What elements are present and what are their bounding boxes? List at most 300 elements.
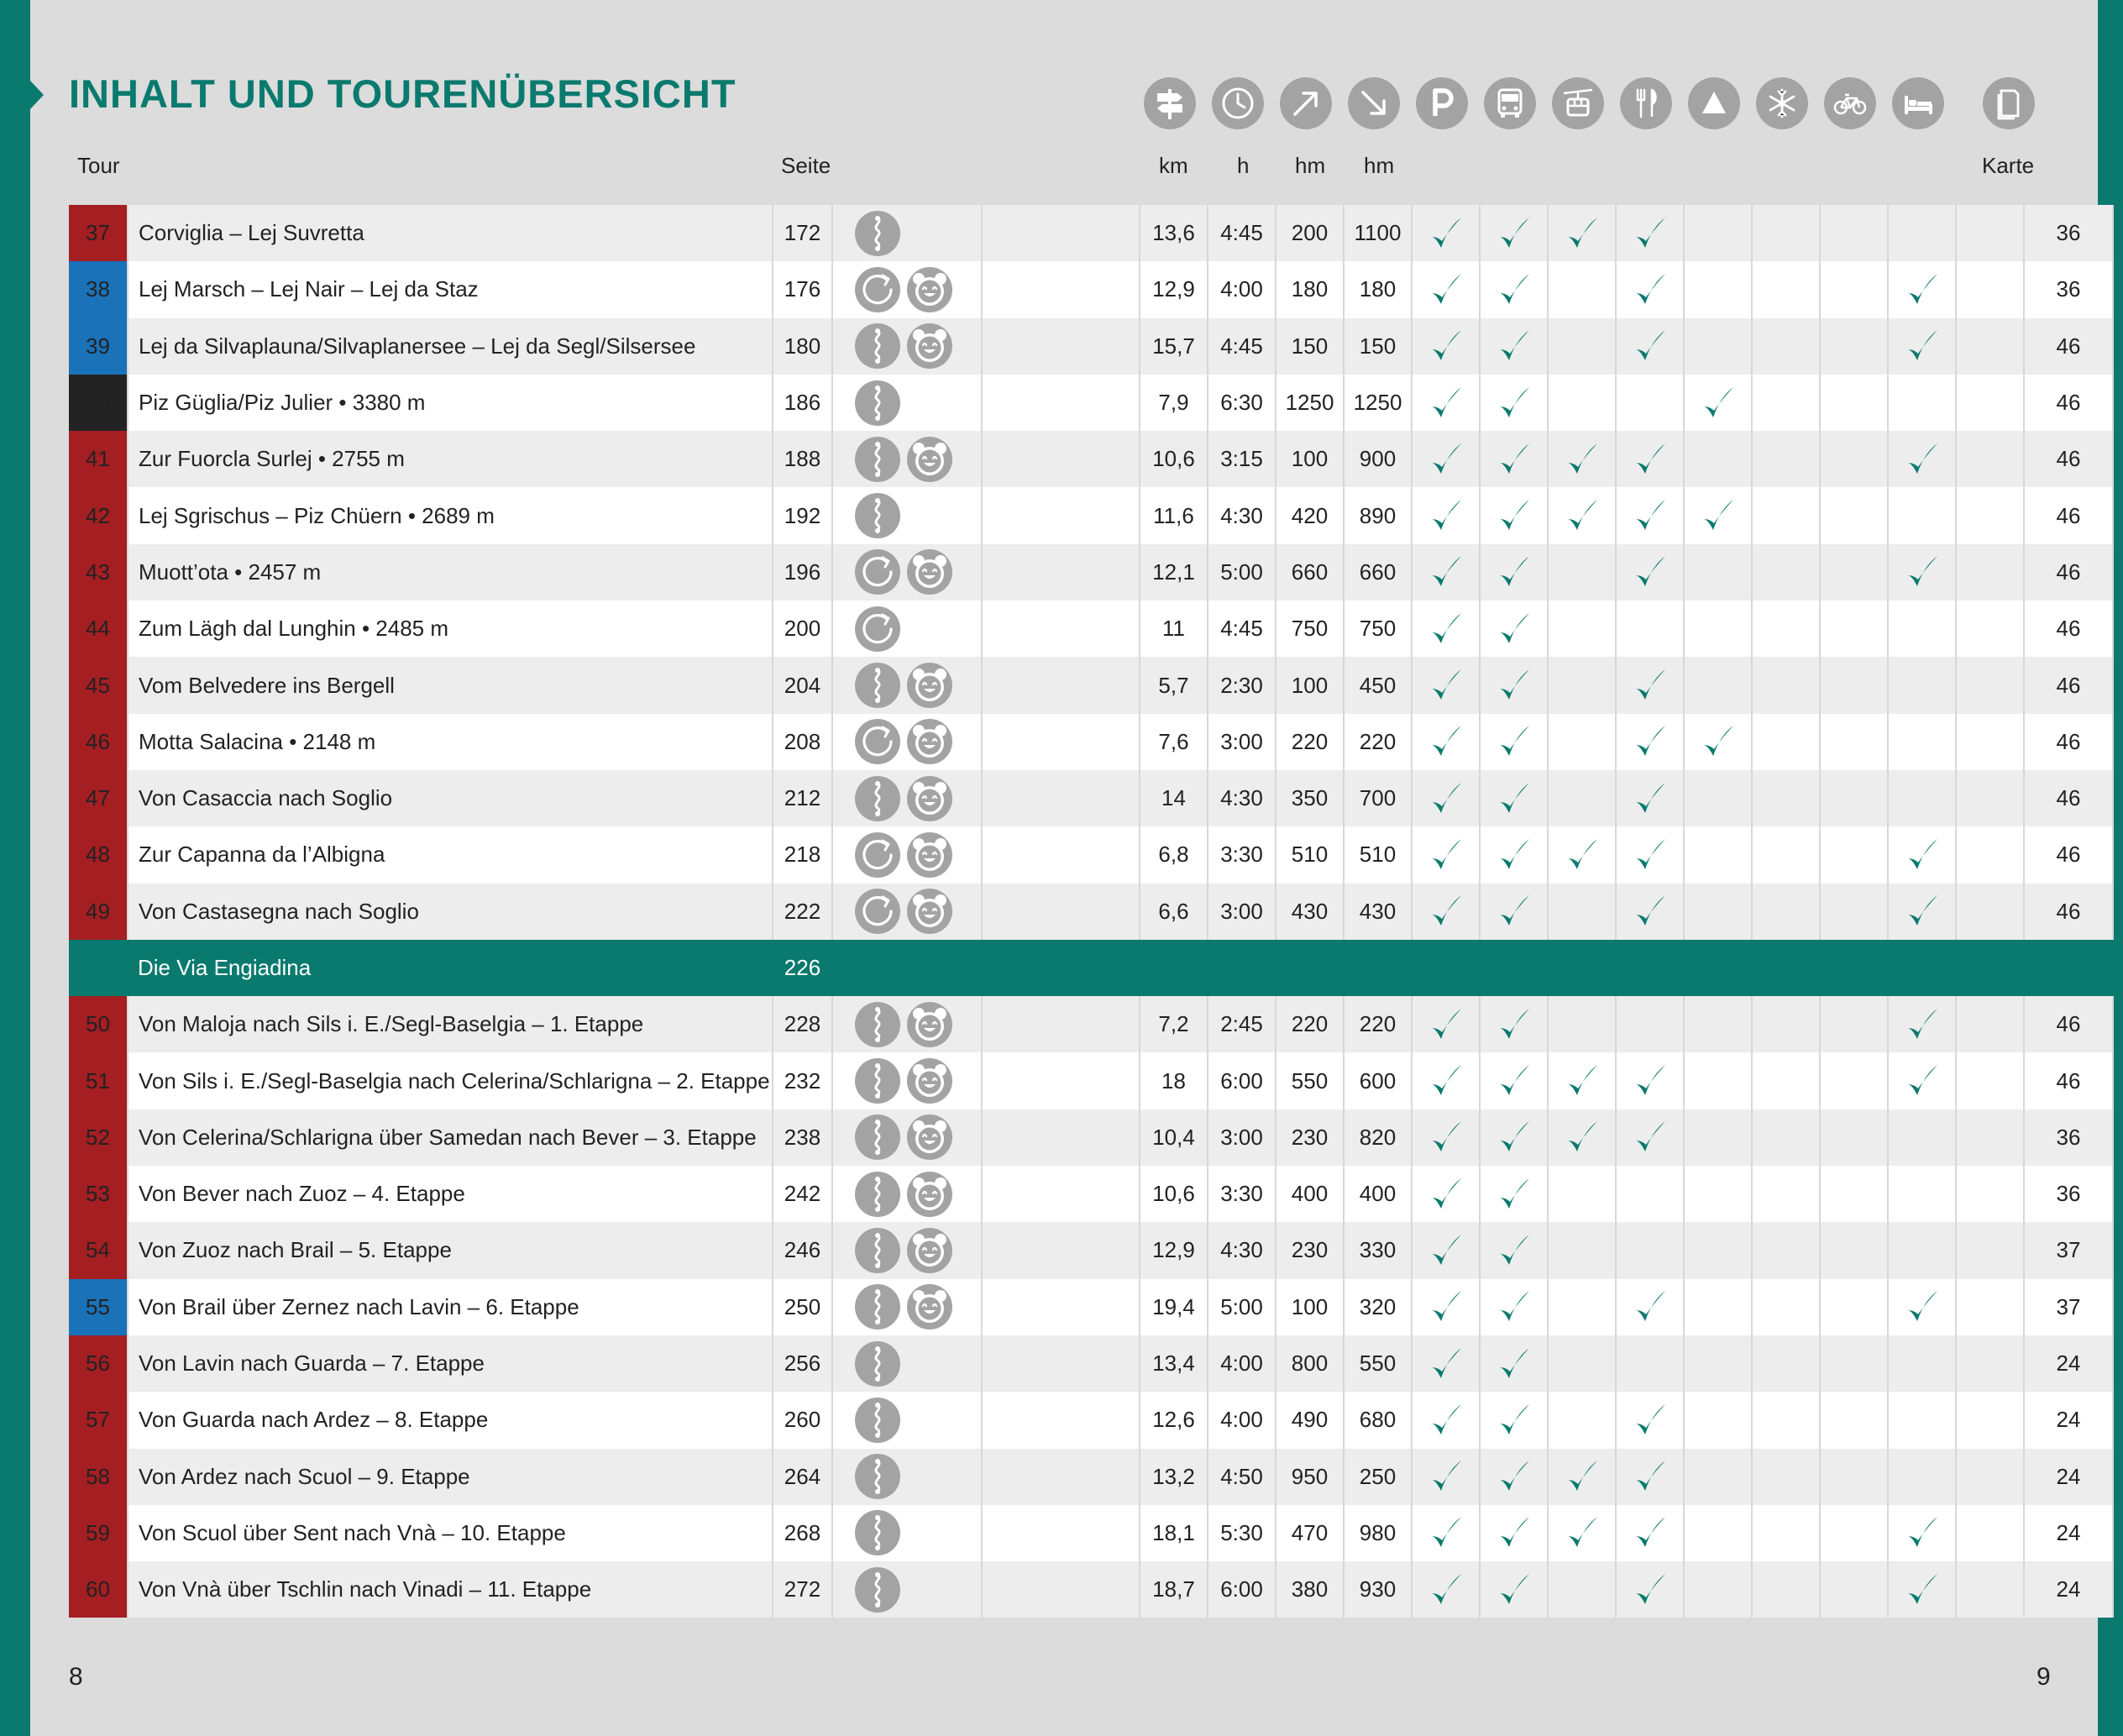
checkmark-icon (1564, 214, 1601, 253)
check-bicycle (1820, 1279, 1888, 1335)
tour-type-icons (832, 1449, 982, 1505)
check-hut (1684, 1335, 1752, 1392)
check-bicycle (1820, 1449, 1888, 1505)
hut-icon (1688, 77, 1740, 129)
checkmark-icon (1564, 836, 1601, 874)
tour-number: 57 (69, 1392, 128, 1448)
page-ref: 204 (773, 657, 832, 713)
tour-number: 54 (69, 1222, 128, 1278)
duration-h: 3:30 (1208, 826, 1276, 883)
checkmark-icon (1428, 892, 1465, 931)
check-restaurant (1616, 1505, 1684, 1561)
check-extra (1956, 431, 2024, 487)
ascent-hm: 100 (1276, 431, 1344, 487)
table-row (69, 1052, 2113, 1109)
checkmark-icon (1496, 327, 1533, 365)
check-accommodation (1888, 1279, 1956, 1335)
check-extra (1956, 205, 2024, 261)
map-ref: 46 (2024, 657, 2113, 713)
check-bus (1480, 375, 1548, 431)
spacer-cell (982, 1052, 1140, 1109)
distance-km: 12,6 (1140, 1392, 1208, 1448)
checkmark-icon (1564, 440, 1601, 479)
check-hut (1684, 318, 1752, 375)
kids-bear-icon (907, 889, 952, 934)
check-bicycle (1820, 1505, 1888, 1561)
check-bicycle (1820, 1052, 1888, 1109)
map-ref: 37 (2024, 1279, 2113, 1335)
distance-km: 11 (1140, 601, 1208, 657)
checkmark-icon (1632, 214, 1669, 253)
distance-km: 18,7 (1140, 1561, 1208, 1618)
tour-type-icons (832, 1109, 982, 1166)
check-restaurant (1616, 714, 1684, 770)
check-restaurant (1616, 601, 1684, 657)
check-parking (1412, 714, 1480, 770)
check-cable-car (1548, 1222, 1616, 1278)
check-winter (1752, 1335, 1820, 1392)
table-row (69, 318, 2113, 375)
check-cable-car (1548, 1052, 1616, 1109)
checkmark-icon (1496, 1005, 1533, 1044)
check-extra (1956, 1222, 2024, 1278)
table-row (69, 431, 2113, 487)
distance-km: 10,6 (1140, 1166, 1208, 1222)
check-restaurant (1616, 1335, 1684, 1392)
check-accommodation (1888, 205, 1956, 261)
tour-type-icons (832, 770, 982, 826)
check-bicycle (1820, 318, 1888, 375)
check-restaurant (1616, 544, 1684, 601)
check-winter (1752, 205, 1820, 261)
linear-route-icon (855, 1341, 900, 1387)
checkmark-icon (1632, 836, 1669, 874)
tour-type-icons (832, 657, 982, 713)
check-extra (1956, 1449, 2024, 1505)
tour-table (69, 205, 2114, 1618)
bed-icon (1892, 77, 1944, 129)
check-extra (1956, 996, 2024, 1052)
tour-number: 41 (69, 431, 128, 487)
linear-route-icon (855, 663, 900, 708)
check-winter (1752, 375, 1820, 431)
checkmark-icon (1700, 496, 1737, 535)
tour-type-icons (832, 375, 982, 431)
tour-name: Zur Capanna da l’Albigna (128, 826, 773, 883)
linear-route-icon (855, 1510, 900, 1555)
linear-route-icon (855, 1454, 900, 1499)
check-accommodation (1888, 261, 1956, 317)
check-bus (1480, 544, 1548, 601)
tour-type-icons (832, 431, 982, 487)
check-winter (1752, 1279, 1820, 1335)
tour-name: Zum Lägh dal Lunghin • 2485 m (128, 601, 773, 657)
check-restaurant (1616, 261, 1684, 317)
checkmark-icon (1428, 1175, 1465, 1214)
check-bicycle (1820, 431, 1888, 487)
kids-bear-icon (907, 437, 952, 482)
check-bus (1480, 1222, 1548, 1278)
check-hut (1684, 431, 1752, 487)
descent-hm: 550 (1344, 1335, 1412, 1392)
ascent-hm: 100 (1276, 1279, 1344, 1335)
checkmark-icon (1496, 1062, 1533, 1100)
check-restaurant (1616, 884, 1684, 940)
descent-hm: 320 (1344, 1279, 1412, 1335)
table-row (69, 1335, 2113, 1392)
distance-km: 12,1 (1140, 544, 1208, 601)
checkmark-icon (1428, 722, 1465, 761)
tour-type-icons (832, 205, 982, 261)
tour-type-icons (832, 1052, 982, 1109)
table-row (69, 261, 2113, 317)
check-bus (1480, 1335, 1548, 1392)
checkmark-icon (1496, 779, 1533, 818)
checkmark-icon (1904, 1062, 1941, 1100)
checkmark-icon (1496, 553, 1533, 591)
check-bicycle (1820, 996, 1888, 1052)
check-hut (1684, 1222, 1752, 1278)
distance-km: 12,9 (1140, 1222, 1208, 1278)
check-accommodation (1888, 714, 1956, 770)
check-restaurant (1616, 375, 1684, 431)
check-parking (1412, 1166, 1480, 1222)
page-ref: 180 (773, 318, 832, 375)
check-extra (1956, 1335, 2024, 1392)
descent-hm: 400 (1344, 1166, 1412, 1222)
ascent-hm: 1250 (1276, 375, 1344, 431)
tour-name: Zur Fuorcla Surlej • 2755 m (128, 431, 773, 487)
tour-name: Von Bever nach Zuoz – 4. Etappe (128, 1166, 773, 1222)
checkmark-icon (1428, 779, 1465, 818)
check-accommodation (1888, 1561, 1956, 1618)
table-row (69, 657, 2113, 713)
map-ref: 46 (2024, 431, 2113, 487)
check-parking (1412, 996, 1480, 1052)
section-name: Die Via Engiadina (128, 940, 773, 996)
check-parking (1412, 1449, 1480, 1505)
duration-h: 4:45 (1208, 318, 1276, 375)
check-bus (1480, 205, 1548, 261)
check-parking (1412, 1335, 1480, 1392)
spacer-cell (982, 1335, 1140, 1392)
check-bus (1480, 1392, 1548, 1448)
spacer-cell (982, 487, 1140, 543)
check-restaurant (1616, 1222, 1684, 1278)
check-cable-car (1548, 770, 1616, 826)
ascent-hm: 800 (1276, 1335, 1344, 1392)
check-cable-car (1548, 1109, 1616, 1166)
tour-type-icons (832, 996, 982, 1052)
parking-icon (1416, 77, 1468, 129)
checkmark-icon (1904, 1288, 1941, 1326)
left-accent-arrow (30, 81, 44, 109)
checkmark-icon (1632, 1457, 1669, 1496)
map-ref: 46 (2024, 601, 2113, 657)
distance-km: 10,6 (1140, 431, 1208, 487)
check-cable-car (1548, 318, 1616, 375)
check-bicycle (1820, 375, 1888, 431)
kids-bear-icon (907, 832, 952, 878)
checkmark-icon (1496, 836, 1533, 874)
bus-icon (1484, 77, 1536, 129)
table-row (69, 1222, 2113, 1278)
col-header-km: km (1159, 153, 1188, 178)
check-accommodation (1888, 1222, 1956, 1278)
kids-bear-icon (907, 267, 952, 312)
tour-number: 37 (69, 205, 128, 261)
descent-hm: 750 (1344, 601, 1412, 657)
ascent-hm: 430 (1276, 884, 1344, 940)
check-parking (1412, 826, 1480, 883)
check-cable-car (1548, 487, 1616, 543)
checkmark-icon (1496, 214, 1533, 253)
check-hut (1684, 544, 1752, 601)
check-bicycle (1820, 657, 1888, 713)
tour-name: Von Zuoz nach Brail – 5. Etappe (128, 1222, 773, 1278)
check-hut (1684, 261, 1752, 317)
check-accommodation (1888, 375, 1956, 431)
descent-hm: 220 (1344, 996, 1412, 1052)
duration-h: 6:00 (1208, 1561, 1276, 1618)
duration-h: 4:00 (1208, 1335, 1276, 1392)
checkmark-icon (1632, 666, 1669, 705)
tour-table-body-2 (69, 996, 2113, 1618)
check-cable-car (1548, 657, 1616, 713)
check-hut (1684, 487, 1752, 543)
tour-number: 52 (69, 1109, 128, 1166)
check-bus (1480, 1561, 1548, 1618)
check-extra (1956, 1279, 2024, 1335)
checkmark-icon (1428, 836, 1465, 874)
duration-h: 6:30 (1208, 375, 1276, 431)
check-winter (1752, 1561, 1820, 1618)
descent-hm: 660 (1344, 544, 1412, 601)
check-winter (1752, 1505, 1820, 1561)
checkmark-icon (1428, 1457, 1465, 1496)
page-ref: 200 (773, 601, 832, 657)
spacer-cell (982, 205, 1140, 261)
descent-hm: 150 (1344, 318, 1412, 375)
descent-hm: 1100 (1344, 205, 1412, 261)
check-accommodation (1888, 884, 1956, 940)
spacer-cell (982, 1279, 1140, 1335)
distance-km: 10,4 (1140, 1109, 1208, 1166)
col-header-h: h (1237, 153, 1250, 178)
page-ref: 260 (773, 1392, 832, 1448)
check-bicycle (1820, 544, 1888, 601)
spacer-cell (982, 544, 1140, 601)
duration-h: 4:45 (1208, 205, 1276, 261)
tour-number: 40 (69, 375, 128, 431)
check-hut (1684, 714, 1752, 770)
spacer-cell (982, 318, 1140, 375)
checkmark-icon (1496, 1345, 1533, 1383)
check-hut (1684, 1392, 1752, 1448)
checkmark-icon (1564, 1457, 1601, 1496)
col-header-tour: Tour (77, 153, 120, 178)
checkmark-icon (1496, 440, 1533, 479)
descent-hm: 680 (1344, 1392, 1412, 1448)
tour-type-icons (832, 601, 982, 657)
checkmark-icon (1904, 327, 1941, 365)
checkmark-icon (1428, 1062, 1465, 1100)
duration-h: 5:00 (1208, 1279, 1276, 1335)
check-bicycle (1820, 487, 1888, 543)
ascent-hm: 100 (1276, 657, 1344, 713)
map-ref: 24 (2024, 1392, 2113, 1448)
checkmark-icon (1496, 1457, 1533, 1496)
page-ref: 268 (773, 1505, 832, 1561)
check-accommodation (1888, 770, 1956, 826)
map-ref: 36 (2024, 1166, 2113, 1222)
linear-route-icon (855, 776, 900, 821)
page-ref: 192 (773, 487, 832, 543)
page-number-right: 9 (2037, 1663, 2051, 1691)
clock-icon (1212, 77, 1264, 129)
tour-number: 47 (69, 770, 128, 826)
descent-hm: 700 (1344, 770, 1412, 826)
descent-hm: 450 (1344, 657, 1412, 713)
linear-route-icon (855, 1228, 900, 1273)
check-extra (1956, 375, 2024, 431)
check-accommodation (1888, 487, 1956, 543)
tour-number: 58 (69, 1449, 128, 1505)
map-ref: 46 (2024, 884, 2113, 940)
check-extra (1956, 1561, 2024, 1618)
check-hut (1684, 657, 1752, 713)
ascent-hm: 510 (1276, 826, 1344, 883)
duration-h: 4:00 (1208, 261, 1276, 317)
check-bicycle (1820, 714, 1888, 770)
check-hut (1684, 375, 1752, 431)
check-bus (1480, 1279, 1548, 1335)
duration-h: 4:45 (1208, 601, 1276, 657)
page-ref: 212 (773, 770, 832, 826)
page-ref: 188 (773, 431, 832, 487)
page-ref: 242 (773, 1166, 832, 1222)
tour-name: Von Lavin nach Guarda – 7. Etappe (128, 1335, 773, 1392)
check-bus (1480, 770, 1548, 826)
table-row (69, 375, 2113, 431)
distance-km: 5,7 (1140, 657, 1208, 713)
check-bicycle (1820, 884, 1888, 940)
checkmark-icon (1496, 610, 1533, 648)
map-ref: 37 (2024, 1222, 2113, 1278)
section-row (69, 940, 2113, 996)
check-winter (1752, 1052, 1820, 1109)
spacer-cell (982, 884, 1140, 940)
check-hut (1684, 826, 1752, 883)
check-winter (1752, 544, 1820, 601)
linear-route-icon (855, 1567, 900, 1613)
tour-name: Motta Salacina • 2148 m (128, 714, 773, 770)
tour-number: 43 (69, 544, 128, 601)
check-accommodation (1888, 544, 1956, 601)
checkmark-icon (1428, 327, 1465, 365)
tour-number: 56 (69, 1335, 128, 1392)
checkmark-icon (1428, 1345, 1465, 1383)
ascent-hm: 660 (1276, 544, 1344, 601)
tour-name: Von Brail über Zernez nach Lavin – 6. Etappe (128, 1279, 773, 1335)
checkmark-icon (1496, 270, 1533, 309)
kids-bear-icon (907, 1284, 952, 1330)
check-accommodation (1888, 601, 1956, 657)
map-ref: 46 (2024, 487, 2113, 543)
tour-number: 53 (69, 1166, 128, 1222)
map-ref: 24 (2024, 1505, 2113, 1561)
spacer-cell (982, 714, 1140, 770)
ascent-hm: 470 (1276, 1505, 1344, 1561)
check-extra (1956, 261, 2024, 317)
checkmark-icon (1904, 553, 1941, 591)
check-extra (1956, 1392, 2024, 1448)
distance-km: 15,7 (1140, 318, 1208, 375)
tour-name: Piz Güglia/Piz Julier • 3380 m (128, 375, 773, 431)
tour-name: Vom Belvedere ins Bergell (128, 657, 773, 713)
check-hut (1684, 601, 1752, 657)
table-row (69, 1279, 2113, 1335)
map-ref: 36 (2024, 205, 2113, 261)
check-cable-car (1548, 1505, 1616, 1561)
check-accommodation (1888, 826, 1956, 883)
tour-number: 48 (69, 826, 128, 883)
checkmark-icon (1496, 1571, 1533, 1609)
checkmark-icon (1904, 1005, 1941, 1044)
check-hut (1684, 1505, 1752, 1561)
check-cable-car (1548, 714, 1616, 770)
ascent-hm: 350 (1276, 770, 1344, 826)
table-row (69, 487, 2113, 543)
ascent-hm: 220 (1276, 996, 1344, 1052)
distance-km: 6,6 (1140, 884, 1208, 940)
table-row (69, 996, 2113, 1052)
check-parking (1412, 884, 1480, 940)
page-title: INHALT UND TOURENÜBERSICHT (69, 71, 736, 116)
check-winter (1752, 1109, 1820, 1166)
map-ref: 24 (2024, 1335, 2113, 1392)
checkmark-icon (1496, 1231, 1533, 1270)
checkmark-icon (1632, 553, 1669, 591)
tour-type-icons (832, 714, 982, 770)
tour-number: 39 (69, 318, 128, 375)
linear-route-icon (855, 323, 900, 369)
checkmark-icon (1904, 892, 1941, 931)
duration-h: 6:00 (1208, 1052, 1276, 1109)
spacer-cell (982, 1222, 1140, 1278)
checkmark-icon (1632, 496, 1669, 535)
kids-bear-icon (907, 1228, 952, 1273)
page-ref: 172 (773, 205, 832, 261)
round-trip-icon (855, 889, 900, 934)
check-restaurant (1616, 1109, 1684, 1166)
descent-hm: 1250 (1344, 375, 1412, 431)
checkmark-icon (1496, 666, 1533, 705)
checkmark-icon (1632, 892, 1669, 931)
map-ref: 46 (2024, 826, 2113, 883)
check-accommodation (1888, 318, 1956, 375)
restaurant-icon (1620, 77, 1672, 129)
left-accent-bar (0, 0, 30, 1736)
check-parking (1412, 318, 1480, 375)
checkmark-icon (1632, 1513, 1669, 1552)
descent-hm: 890 (1344, 487, 1412, 543)
linear-route-icon (855, 1002, 900, 1047)
col-header-seite: Seite (781, 153, 831, 178)
tour-name: Von Scuol über Sent nach Vnà – 10. Etappe (128, 1505, 773, 1561)
checkmark-icon (1428, 496, 1465, 535)
duration-h: 2:30 (1208, 657, 1276, 713)
